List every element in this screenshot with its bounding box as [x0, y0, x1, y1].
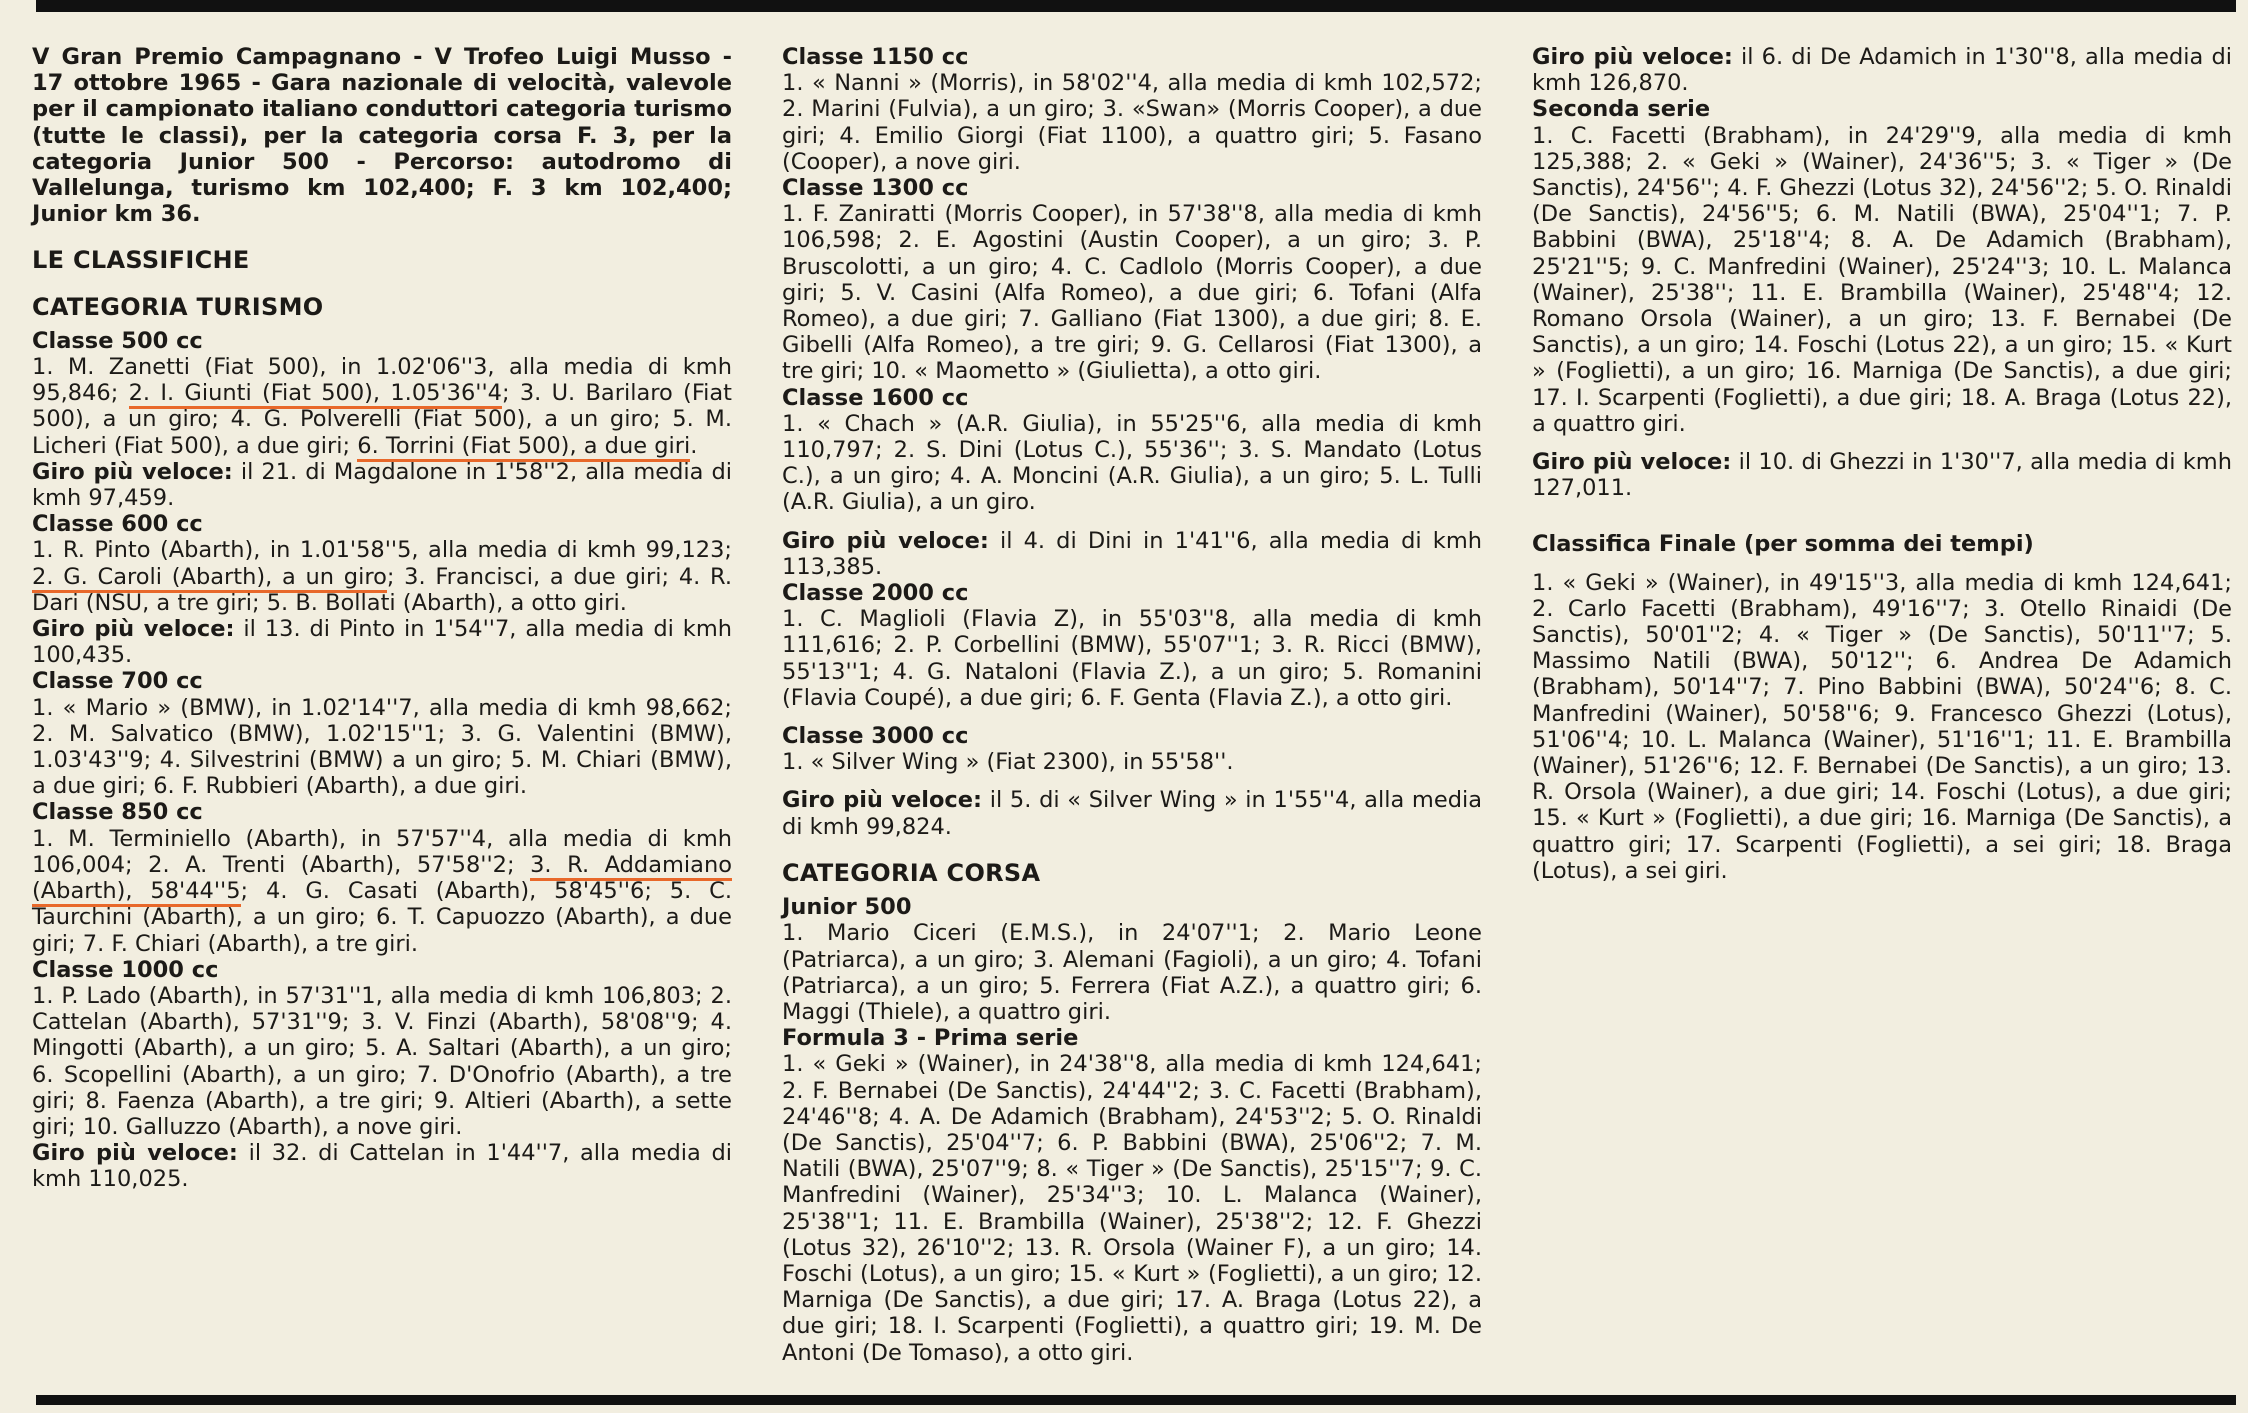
highlight-caroli: 2. G. Caroli (Abarth), a un giro — [32, 564, 387, 593]
highlight-addamiano: 3. R. Addamiano (Abarth), 58'44''5 — [32, 852, 732, 907]
heading-turismo: CATEGORIA TURISMO — [32, 292, 324, 321]
f3-seconda-results: 1. C. Facetti (Brabham), in 24'29''9, alla media di kmh 125,388; 2. « Geki » (Wainer), 24'36''5; 3. « Tiger » (De Sanctis), 24'56''; 4. F. Ghezzi (Lotus 32), 24'56''2; 5. O. Rinaldi (De Sanctis), 24'56''5; 6. M. Natili (BWA), 25'04''1; 7. P. Babbini (BWA), 25'18''4; 8. A. De Adamich (Brabham), 25'21''5; 9. C. Manfredini (Wainer), 25'24''3; 10. L. Malanca (Wainer), 25'38''; 11. E. Brambilla (Wainer), 25'48''4; 12. Romano Orsola (Wainer), a un giro; 13. F. Bernabei (De Sanctis), a un giro; 14. Foschi (Lotus 22), a un giro; 15. « Kurt » (Foglietti), a un giro; 16. Marniga (De Sanctis), a due giri; 17. I. Scarpenti (Foglietti), a due giri; 18. A. Braga (Lotus 22), a quattro giri. — [1532, 122, 2232, 437]
column-1 — [32, 44, 732, 1384]
fastest-lap-label: Giro più veloce: — [782, 527, 989, 554]
class-850-title: Classe 850 cc — [32, 799, 203, 826]
class-2000-title: Classe 2000 cc — [782, 580, 969, 607]
f3-prima-results: 1. « Geki » (Wainer), in 24'38''8, alla media di kmh 124,641; 2. F. Bernabei (De Sanctis), 24'44''2; 3. C. Facetti (Brabham), 24'46''8; 4. A. De Adamich (Brabham), 24'53''2; 5. O. Rinaldi (De Sanctis), 25'04''7; 6. P. Babbini (BWA), 25'06''2; 7. M. Natili (BWA), 25'07''9; 8. « Tiger » (De Sanctis), 25'15''7; 9. C. Manfredini (Wainer), 25'34''3; 10. L. Malanca (Wainer), 25'38''1; 11. E. Brambilla (Wainer), 25'38''2; 12. F. Ghezzi (Lotus 32), 26'10''2; 13. R. Orsola (Wainer F), a un giro; 14. Foschi (Lotus), a un giro; 15. « Kurt » (Foglietti), a un giro; 12. Marniga (De Sanctis), a due giri; 17. A. Braga (Lotus 22), a due giri; 18. I. Scarpenti (Foglietti), a quattro giri; 19. M. De Antoni (De Tomaso), a otto giri. — [782, 1051, 1482, 1366]
class-1000-fastest-lap — [32, 1140, 732, 1192]
class-1150-results: 1. « Nanni » (Morris), in 58'02''4, alla media di kmh 102,572; 2. Marini (Fulvia), a un giro; 3. «Swan» (Morris Cooper), a due giri; 4. Emilio Giorgi (Fiat 1100), a quattro giri; 5. Fasano (Cooper), a nove giri. — [782, 70, 1482, 175]
class-500-text-c: . — [690, 432, 698, 459]
class-1600-title: Classe 1600 cc — [782, 384, 969, 411]
column-3 — [1532, 44, 2232, 1384]
fastest-lap-label: Giro più veloce: — [782, 787, 983, 814]
class-3000-results: 1. « Silver Wing » (Fiat 2300), in 55'58''. — [782, 749, 1234, 776]
class-850-text-b: ; 4. G. Casati (Abarth), 58'45''6; 5. C. Taurchini (Abarth), a un giro; 6. T. Capuozzo (Abarth), a due giri; 7. F. Chiari (Abarth), a tre giri. — [32, 878, 732, 957]
fastest-lap-text: il 21. di Magdalone in 1'58''2, alla media di kmh 97,459. — [32, 458, 733, 512]
class-600-text-a: 1. R. Pinto (Abarth), in 1.01'58''5, alla media di kmh 99,123; — [32, 537, 732, 564]
spacer — [782, 775, 1482, 787]
class-3000-title: Classe 3000 cc — [782, 723, 969, 750]
class-500-title: Classe 500 cc — [32, 327, 203, 354]
fastest-lap-label: Giro più veloce: — [1532, 449, 1732, 476]
class-500-text-b: ; 3. U. Barilaro (Fiat 500), a un giro; 4. G. Polverelli (Fiat 500), a un giro; 5. M. Licheri (Fiat 500), a due giri; — [32, 380, 732, 459]
class-1000-title: Classe 1000 cc — [32, 956, 219, 983]
fastest-lap-text: il 4. di Dini in 1'41''6, alla media di kmh 113,385. — [782, 527, 1482, 580]
class-600-text-b: ; 3. Francisci, a due giri; 4. R. Dari (NSU, a tre giri; 5. B. Bollati (Abarth), a otto giri. — [32, 563, 733, 616]
column-2 — [782, 44, 1482, 1384]
classifica-finale-results: 1. « Geki » (Wainer), in 49'15''3, alla media di kmh 124,641; 2. Carlo Facetti (Brabham), 49'16''7; 3. Otello Rinaidi (De Sanctis), 50'01''2; 4. « Tiger » (De Sanctis), 50'11''7; 5. Massimo Natili (BWA), 50'12''; 6. Andrea De Adamich (Brabham), 50'14''7; 7. Pino Babbini (BWA), 50'24''6; 8. C. Manfredini (Wainer), 50'58''6; 9. Francesco Ghezzi (Lotus), 51'06''4; 10. L. Malanca (Wainer), 51'16''1; 11. E. Brambilla (Wainer), 51'26''6; 12. F. Bernabei (De Sanctis), a un giro; 13. R. Orsola (Wainer), a due giri; 14. Foschi (Lotus), a due giri; 15. « Kurt » (Foglietti), a due giri; 16. Marniga (De Sanctis), a quattro giri; 17. Scarpenti (Foglietti), a sei giri; 18. Braga (Lotus), a sei giri. — [1532, 569, 2232, 884]
spacer — [782, 711, 1482, 723]
class-1150-title: Classe 1150 cc — [782, 44, 969, 70]
fastest-lap-text: il 10. di Ghezzi in 1'30''7, alla media di kmh 127,011. — [1532, 449, 2232, 502]
class-600-results — [32, 537, 732, 616]
fastest-lap-label: Giro più veloce: — [32, 458, 233, 485]
class-1600-results: 1. « Chach » (A.R. Giulia), in 55'25''6, alla media di kmh 110,797; 2. S. Dini (Lotus C.), 55'36''; 3. S. Mandato (Lotus C.), a un giro; 4. A. Moncini (A.R. Giulia), a un giro; 5. L. Tulli (A.R. Giulia), a un giro. — [782, 410, 1482, 516]
class-1300-results: 1. F. Zaniratti (Morris Cooper), in 57'38''8, alla media di kmh 106,598; 2. E. Agostini (Austin Cooper), a un giro; 3. P. Bruscolotti, a un giro; 4. C. Cadlolo (Morris Cooper), a due giri; 5. V. Casini (Alfa Romeo), a due giri; 6. Tofani (Alfa Romeo), a due giri; 7. Galliano (Fiat 1300), a due giri; 8. E. Gibelli (Alfa Romeo), a tre giri; 9. G. Cellarosi (Fiat 1300), a tre giri; 10. « Maometto » (Giulietta), a otto giri. — [782, 201, 1482, 385]
class-850-results — [32, 826, 732, 957]
class-500-fastest-lap — [32, 459, 732, 511]
article-page — [32, 44, 2232, 1384]
class-2000-results: 1. C. Maglioli (Flavia Z), in 55'03''8, alla media di kmh 111,616; 2. P. Corbellini (BMW), 55'07''1; 3. R. Ricci (BMW), 55'13''1; 4. G. Nataloni (Flavia Z.), a un giro; 5. Romanini (Flavia Coupé), a due giri; 6. F. Genta (Flavia Z.), a otto giri. — [782, 606, 1482, 711]
f3-seconda-title: Seconda serie — [1532, 96, 1711, 123]
fastest-lap-label: Giro più veloce: — [1532, 44, 1733, 70]
junior-500-title: Junior 500 — [782, 894, 912, 921]
spacer — [1532, 558, 2232, 570]
f3-seconda-fastest-lap — [1532, 449, 2232, 501]
fastest-lap-text: il 32. di Cattelan in 1'44''7, alla media di kmh 110,025. — [32, 1140, 733, 1193]
top-rule — [36, 0, 2236, 12]
spacer — [1532, 437, 2232, 449]
fastest-lap-text: il 6. di De Adamich in 1'30''8, alla media di kmh 126,870. — [1532, 44, 2232, 97]
class-850-text-a: 1. M. Terminiello (Abarth), in 57'57''4, alla media di kmh 106,004; 2. A. Trenti (Abarth), 57'58''2; — [32, 825, 732, 878]
highlight-torrini: 6. Torrini (Fiat 500), a due giri — [357, 433, 690, 462]
f3-prima-title: Formula 3 - Prima serie — [782, 1025, 1079, 1052]
fastest-lap-label: Giro più veloce: — [32, 616, 235, 643]
classifica-finale-title: Classifica Finale (per somma dei tempi) — [1532, 531, 2034, 558]
spacer — [782, 516, 1482, 528]
class-600-fastest-lap — [32, 616, 732, 668]
fastest-lap-text: il 5. di « Silver Wing » in 1'55''4, alla media di kmh 99,824. — [782, 787, 1483, 840]
class-700-results: 1. « Mario » (BMW), in 1.02'14''7, alla media di kmh 98,662; 2. M. Salvatico (BMW), 1.02'15''1; 3. G. Valentini (BMW), 1.03'43''9; 4. Silvestrini (BMW) a un giro; 5. M. Chiari (BMW), a due giri; 6. F. Rubbieri (Abarth), a due giri. — [32, 694, 732, 800]
bottom-rule — [36, 1395, 2236, 1405]
f3-prima-fastest-lap — [1532, 44, 2232, 96]
heading-classifiche: LE CLASSIFICHE — [32, 246, 250, 275]
class-500-results — [32, 354, 732, 459]
fastest-lap-label: Giro più veloce: — [32, 1140, 238, 1167]
heading-corsa: CATEGORIA CORSA — [782, 858, 1041, 887]
class-1600-fastest-lap — [782, 528, 1482, 580]
highlight-giunti: 2. I. Giunti (Fiat 500), 1.05'36''4 — [129, 380, 502, 409]
fastest-lap-text: il 13. di Pinto in 1'54''7, alla media di kmh 100,435. — [32, 616, 732, 669]
race-intro: V Gran Premio Campagnano - V Trofeo Luigi Musso - 17 ottobre 1965 - Gara nazionale di velocità, valevole per il campionato italiano conduttori categoria turismo (tutte le classi), per la categoria corsa F. 3, per la categoria Junior 500 - Percorso: autodromo di Vallelunga, turismo km 102,400; F. 3 km 102,400; Junior km 36. — [32, 44, 732, 228]
class-600-title: Classe 600 cc — [32, 511, 203, 538]
class-1000-results: 1. P. Lado (Abarth), in 57'31''1, alla media di kmh 106,803; 2. Cattelan (Abarth), 57'31''9; 3. V. Finzi (Abarth), 58'08''9; 4. Mingotti (Abarth), a un giro; 5. A. Saltari (Abarth), a un giro; 6. Scopellini (Abarth), a un giro; 7. D'Onofrio (Abarth), a tre giri; 8. Faenza (Abarth), a tre giri; 9. Altieri (Abarth), a sette giri; 10. Galluzzo (Abarth), a nove giri. — [32, 982, 732, 1140]
class-3000-fastest-lap — [782, 787, 1482, 839]
class-500-text-a: 1. M. Zanetti (Fiat 500), in 1.02'06''3, alla media di kmh 95,846; — [32, 354, 732, 407]
class-1300-title: Classe 1300 cc — [782, 175, 969, 202]
junior-500-results: 1. Mario Ciceri (E.M.S.), in 24'07''1; 2. Mario Leone (Patriarca), a un giro; 3. Alemani (Fagioli), a un giro; 4. Tofani (Patriarca), a un giro; 5. Ferrera (Fiat A.Z.), a quattro giri; 6. Maggi (Thiele), a quattro giri. — [782, 920, 1482, 1025]
spacer — [1532, 501, 2232, 531]
class-700-title: Classe 700 cc — [32, 668, 203, 695]
